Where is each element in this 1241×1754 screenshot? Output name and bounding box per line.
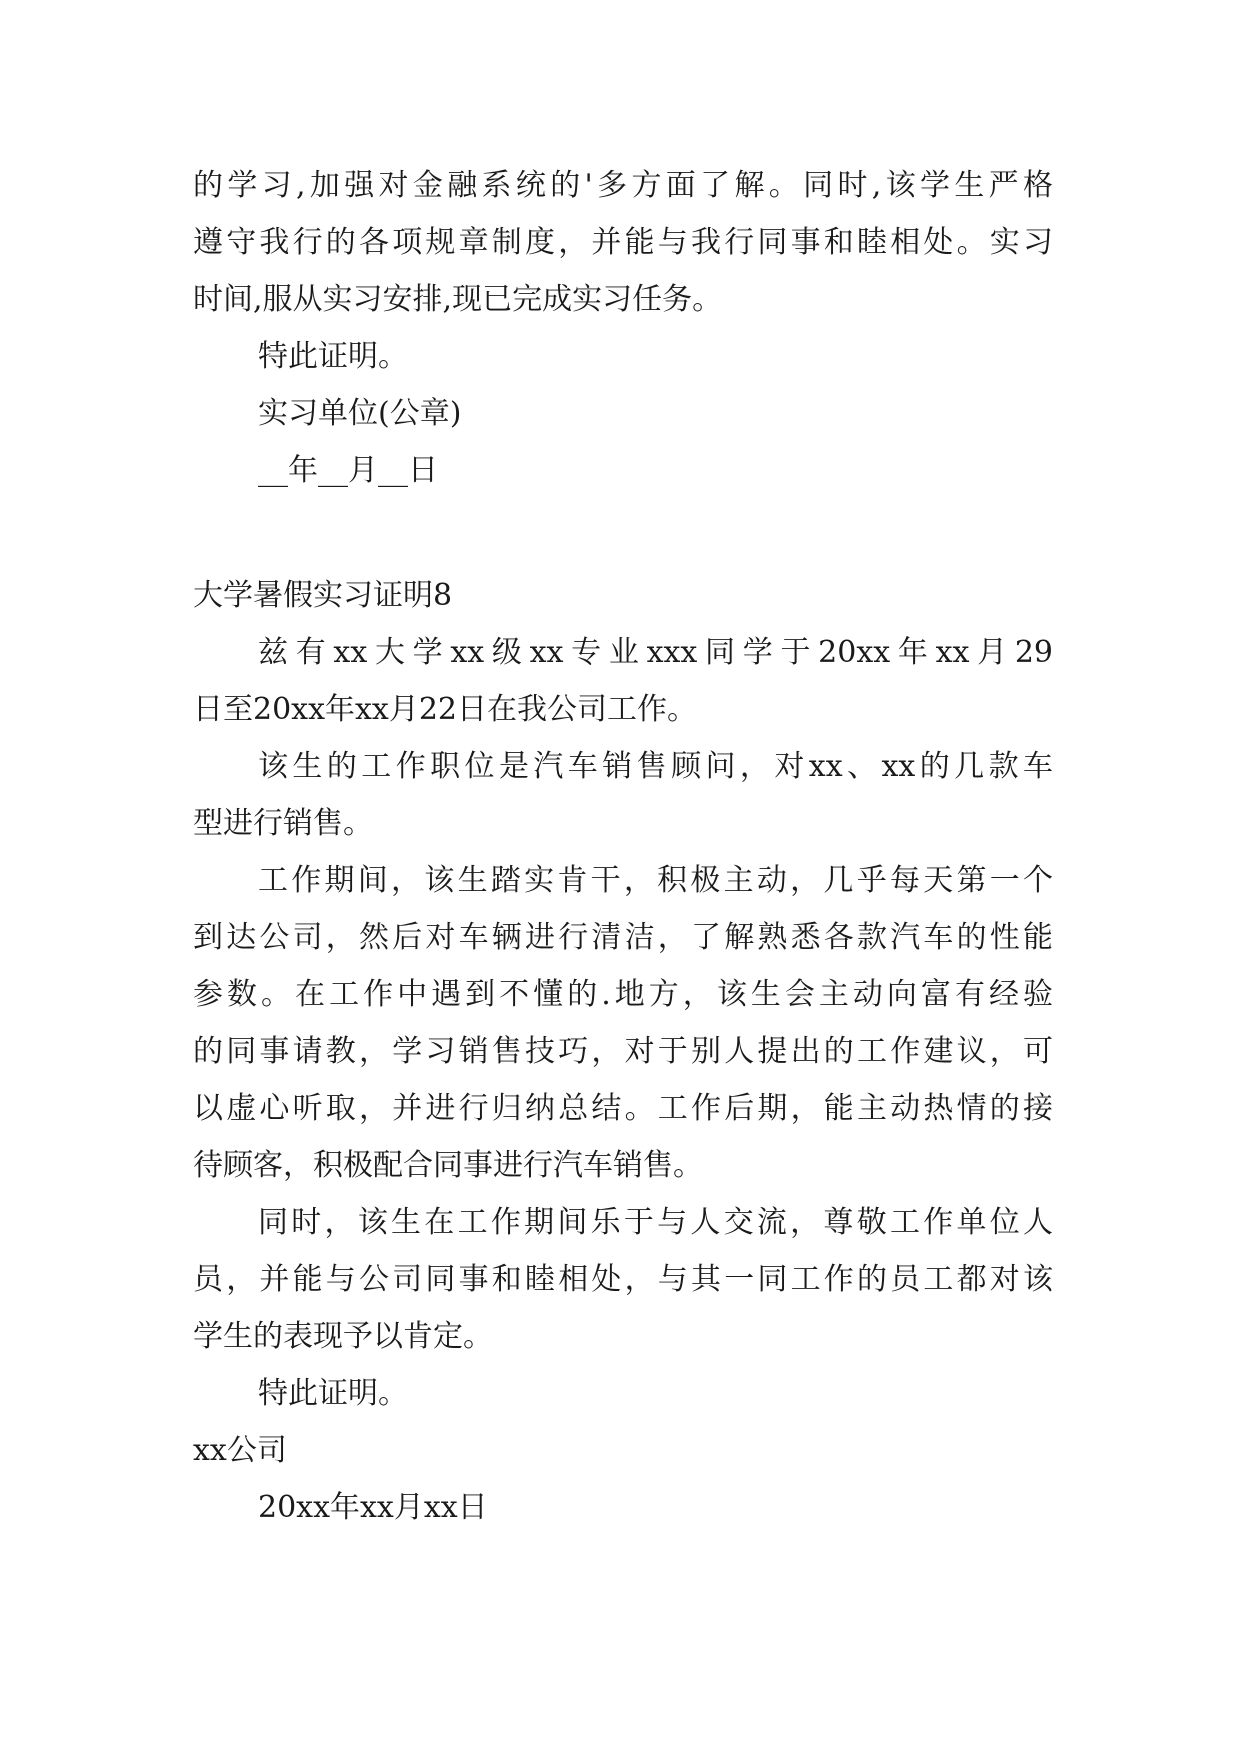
certify-text: 特此证明。 [258,1376,408,1411]
body-line: 参数。在工作中遇到不懂的.地方，该生会主动向富有经验 [193,977,1053,1012]
body-line: 该生的工作职位是汽车销售顾问，对xx、xx的几款车 [258,749,1053,784]
section-title: 大学暑假实习证明8 [193,578,453,613]
body-line: 工作期间，该生踏实肯干，积极主动，几乎每天第一个 [258,863,1053,898]
body-line: 待顾客，积极配合同事进行汽车销售。 [193,1148,703,1183]
body-line: 到达公司，然后对车辆进行清洁，了解熟悉各款汽车的性能 [193,920,1053,955]
certify-text: 特此证明。 [258,339,408,374]
body-line: 的同事请教，学习销售技巧，对于别人提出的工作建议，可 [193,1034,1053,1069]
body-line: 遵守我行的各项规章制度，并能与我行同事和睦相处。实习 [193,225,1053,260]
body-line: 的学习,加强对金融系统的'多方面了解。同时,该学生严格 [193,168,1053,203]
body-line: 时间,服从实习安排,现已完成实习任务。 [193,282,723,317]
body-line: 以虚心听取，并进行归纳总结。工作后期，能主动热情的接 [193,1091,1053,1126]
body-line: 日至20xx年xx月22日在我公司工作。 [193,692,698,727]
internship-unit-seal: 实习单位(公章) [258,396,462,431]
body-line: 兹有xx大学xx级xx专业xxx同学于20xx年xx月29 [258,635,1053,670]
body-line: 同时，该生在工作期间乐于与人交流，尊敬工作单位人 [258,1205,1053,1240]
issue-date: 20xx年xx月xx日 [258,1490,488,1525]
body-line: 学生的表现予以肯定。 [193,1319,493,1354]
company-name: xx公司 [193,1433,287,1468]
date-blank: __年__月__日 [258,453,438,488]
body-line: 员，并能与公司同事和睦相处，与其一同工作的员工都对该 [193,1262,1053,1297]
body-line: 型进行销售。 [193,806,373,841]
